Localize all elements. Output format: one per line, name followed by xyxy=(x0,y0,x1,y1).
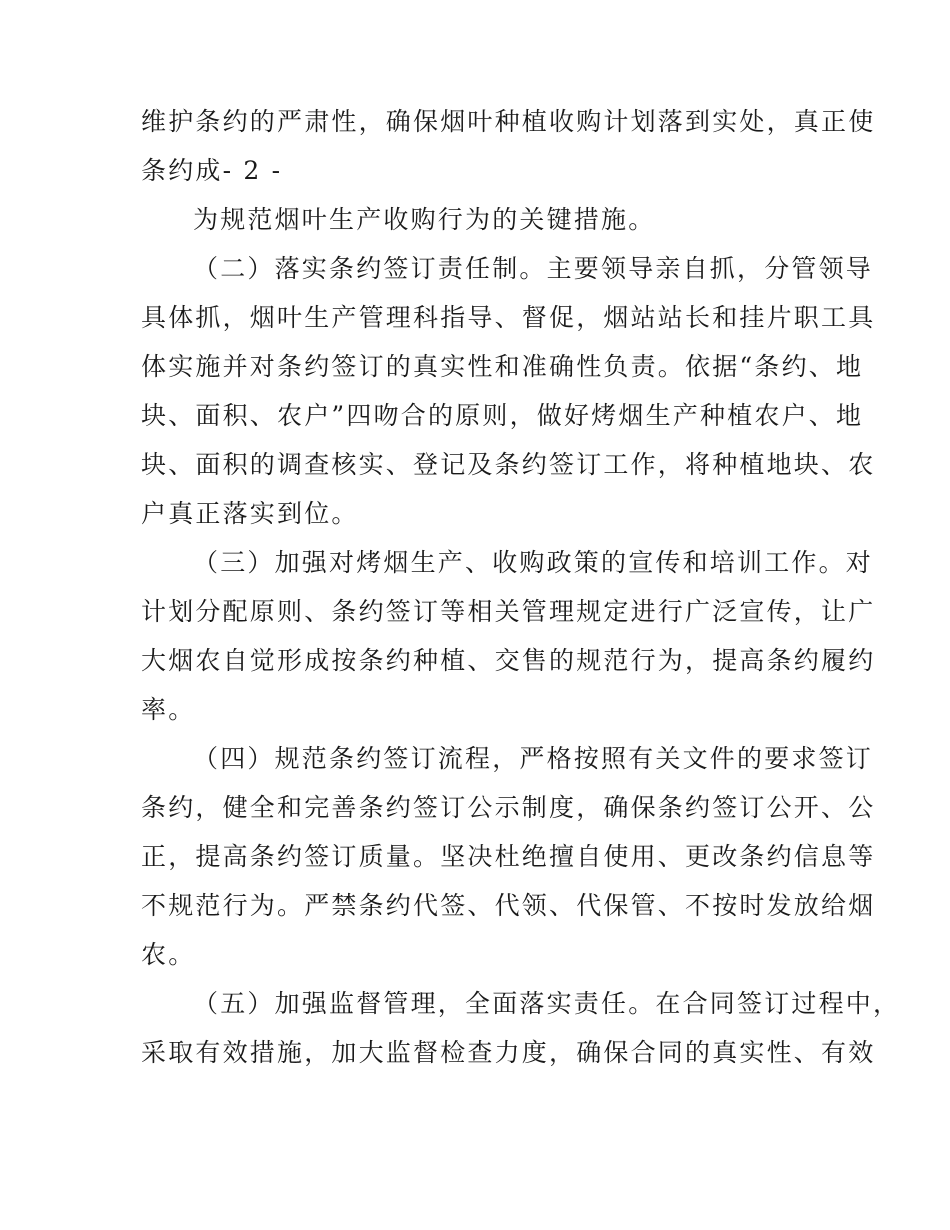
text-line-19: （五）加强监督管理，全面落实责任。在合同签订过程中， xyxy=(193,989,901,1018)
text-line-14: （四）规范条约签订流程，严格按照有关文件的要求签订 xyxy=(193,744,874,773)
text-line-3: 为规范烟叶生产收购行为的关键措施。 xyxy=(193,205,656,234)
text-line-15: 条约，健全和完善条约签订公示制度，确保条约签订公开、公 xyxy=(141,793,876,822)
text-line-2: 条约成- 2 - xyxy=(141,156,283,185)
text-line-20: 采取有效措施，加大监督检查力度，确保合同的真实性、有效 xyxy=(141,1038,876,1067)
text-line-10: （三）加强对烤烟生产、收购政策的宣传和培训工作。对 xyxy=(193,548,874,577)
text-line-11: 计划分配原则、条约签订等相关管理规定进行广泛宣传，让广 xyxy=(141,597,876,626)
text-line-12: 大烟农自觉形成按条约种植、交售的规范行为，提高条约履约 xyxy=(141,646,876,675)
text-line-4: （二）落实条约签订责任制。主要领导亲自抓，分管领导 xyxy=(193,254,874,283)
text-line-18: 农。 xyxy=(141,940,196,969)
text-line-8: 块、面积的调查核实、登记及条约签订工作，将种植地块、农 xyxy=(141,450,876,479)
text-line-6: 体实施并对条约签订的真实性和准确性负责。依据“条约、地 xyxy=(141,352,864,381)
text-line-1: 维护条约的严肃性，确保烟叶种植收购计划落到实处，真正使 xyxy=(141,107,876,136)
document-page xyxy=(141,97,901,1077)
text-line-9: 户真正落实到位。 xyxy=(141,499,359,528)
text-line-13: 率。 xyxy=(141,695,196,724)
text-line-17: 不规范行为。严禁条约代签、代领、代保管、不按时发放给烟 xyxy=(141,891,876,920)
text-line-7: 块、面积、农户”四吻合的原则，做好烤烟生产种植农户、地 xyxy=(141,401,864,430)
text-line-16: 正，提高条约签订质量。坚决杜绝擅自使用、更改条约信息等 xyxy=(141,842,876,871)
text-line-5: 具体抓，烟叶生产管理科指导、督促，烟站站长和挂片职工具 xyxy=(141,303,876,332)
